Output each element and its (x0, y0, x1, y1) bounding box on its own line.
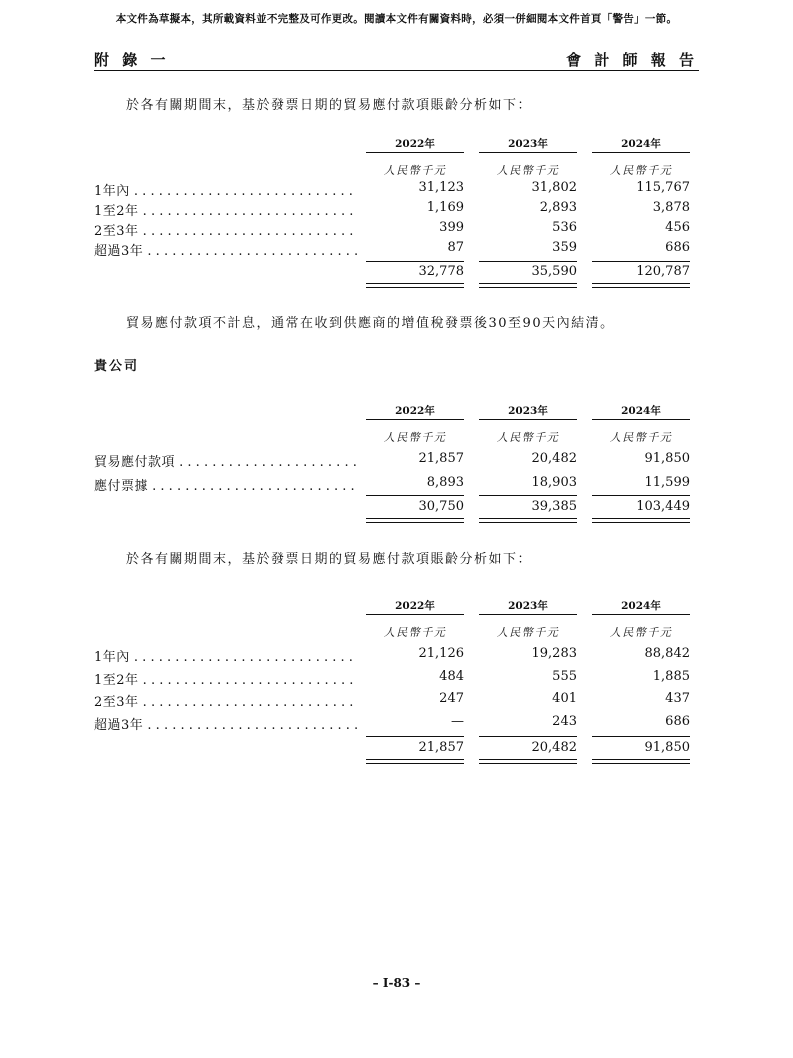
row-label: 2至3年 . . . (94, 220, 358, 239)
total-double-rule (592, 283, 690, 288)
table-row (94, 451, 699, 471)
total-value: 39,385 (531, 499, 577, 514)
cell-value: 8,893 (426, 475, 464, 490)
total-value: 21,857 (418, 740, 464, 755)
cell-value: 11,599 (644, 475, 690, 490)
year-header: 2022年 (366, 136, 464, 153)
unit-label: 人民幣千元 (609, 431, 673, 444)
year-header: 2023年 (479, 598, 577, 615)
cell-value: 18,903 (531, 475, 577, 490)
total-value: 120,787 (636, 264, 690, 279)
cell-value: 31,802 (531, 180, 577, 195)
subtotal-rule (366, 495, 464, 496)
year-header: 2024年 (592, 598, 690, 615)
table-row (94, 200, 699, 220)
cell-value: 536 (552, 220, 577, 235)
cell-value: — (451, 714, 464, 729)
total-double-rule (479, 518, 577, 523)
year-header: 2022年 (366, 403, 464, 420)
total-row (94, 499, 699, 519)
cell-value: 21,857 (418, 451, 464, 466)
unit-label: 人民幣千元 (496, 164, 560, 177)
total-double-rule (366, 518, 464, 523)
cell-value: 115,767 (636, 180, 690, 195)
total-double-rule (366, 283, 464, 288)
cell-value: 686 (665, 240, 690, 255)
cell-value: 31,123 (418, 180, 464, 195)
report-title: 會 計 師 報 告 (566, 51, 698, 69)
cell-value: 484 (439, 669, 464, 684)
table-row (94, 714, 699, 734)
cell-value: 555 (552, 669, 577, 684)
subtotal-rule (479, 261, 577, 262)
total-double-rule (366, 759, 464, 764)
unit-label: 人民幣千元 (383, 164, 447, 177)
cell-value: 88,842 (644, 646, 690, 661)
aging-intro-1: 於各有關期間末，基於發票日期的貿易應付款項賬齡分析如下： (126, 98, 533, 113)
year-header: 2023年 (479, 136, 577, 153)
cell-value: 399 (439, 220, 464, 235)
year-header: 2024年 (592, 403, 690, 420)
row-label: 1至2年 . . . (94, 669, 358, 688)
cell-value: 87 (447, 240, 464, 255)
draft-disclaimer: 本文件為草擬本，其所載資料並不完整及可作更改。閱讀本文件有關資料時，必須一併細閱本文件首頁「警告」一節。 (115, 13, 678, 25)
cell-value: 3,878 (652, 200, 690, 215)
company-heading: 貴公司 (94, 359, 140, 374)
subtotal-rule (366, 736, 464, 737)
total-value: 91,850 (644, 740, 690, 755)
total-double-rule (479, 283, 577, 288)
appendix-title: 附 錄 一 (94, 51, 170, 69)
unit-label: 人民幣千元 (609, 626, 673, 639)
row-label: 應付票據 . . . (94, 475, 358, 494)
subtotal-rule (366, 261, 464, 262)
cell-value: 456 (665, 220, 690, 235)
total-value: 35,590 (531, 264, 577, 279)
header-rule (94, 70, 699, 71)
row-label: 2至3年 . . . (94, 691, 358, 710)
row-label: 1年內 . . . (94, 180, 358, 199)
page-number: – I-83 – (372, 976, 421, 990)
total-double-rule (592, 518, 690, 523)
table-row (94, 180, 699, 200)
cell-value: 21,126 (418, 646, 464, 661)
year-header: 2024年 (592, 136, 690, 153)
cell-value: 20,482 (531, 451, 577, 466)
unit-label: 人民幣千元 (383, 626, 447, 639)
table-row (94, 646, 699, 666)
total-value: 30,750 (418, 499, 464, 514)
cell-value: 1,885 (652, 669, 690, 684)
cell-value: 247 (439, 691, 464, 706)
total-row (94, 740, 699, 760)
table-row (94, 669, 699, 689)
table-row (94, 691, 699, 711)
row-label: 1年內 . . . (94, 646, 358, 665)
unit-label: 人民幣千元 (496, 431, 560, 444)
cell-value: 2,893 (539, 200, 577, 215)
cell-value: 91,850 (644, 451, 690, 466)
subtotal-rule (479, 736, 577, 737)
row-label: 超過3年 . . . (94, 240, 358, 259)
unit-label: 人民幣千元 (496, 626, 560, 639)
table-row (94, 240, 699, 260)
subtotal-rule (592, 261, 690, 262)
cell-value: 243 (552, 714, 577, 729)
row-label: 1至2年 . . . (94, 200, 358, 219)
cell-value: 1,169 (426, 200, 464, 215)
subtotal-rule (479, 495, 577, 496)
subtotal-rule (592, 736, 690, 737)
row-label: 超過3年 . . . (94, 714, 358, 733)
total-row (94, 264, 699, 284)
unit-label: 人民幣千元 (609, 164, 673, 177)
cell-value: 686 (665, 714, 690, 729)
total-value: 20,482 (531, 740, 577, 755)
year-header: 2022年 (366, 598, 464, 615)
cell-value: 437 (665, 691, 690, 706)
cell-value: 401 (552, 691, 577, 706)
year-header: 2023年 (479, 403, 577, 420)
unit-label: 人民幣千元 (383, 431, 447, 444)
total-value: 32,778 (418, 264, 464, 279)
subtotal-rule (592, 495, 690, 496)
total-double-rule (592, 759, 690, 764)
payment-terms-note: 貿易應付款項不計息，通常在收到供應商的增值稅發票後30至90天內結清。 (126, 316, 615, 331)
table-row (94, 220, 699, 240)
aging-intro-2: 於各有關期間末，基於發票日期的貿易應付款項賬齡分析如下： (126, 552, 533, 567)
cell-value: 19,283 (531, 646, 577, 661)
row-label: 貿易應付款項 . . . (94, 451, 358, 470)
total-double-rule (479, 759, 577, 764)
table-row (94, 475, 699, 495)
total-value: 103,449 (636, 499, 690, 514)
cell-value: 359 (552, 240, 577, 255)
